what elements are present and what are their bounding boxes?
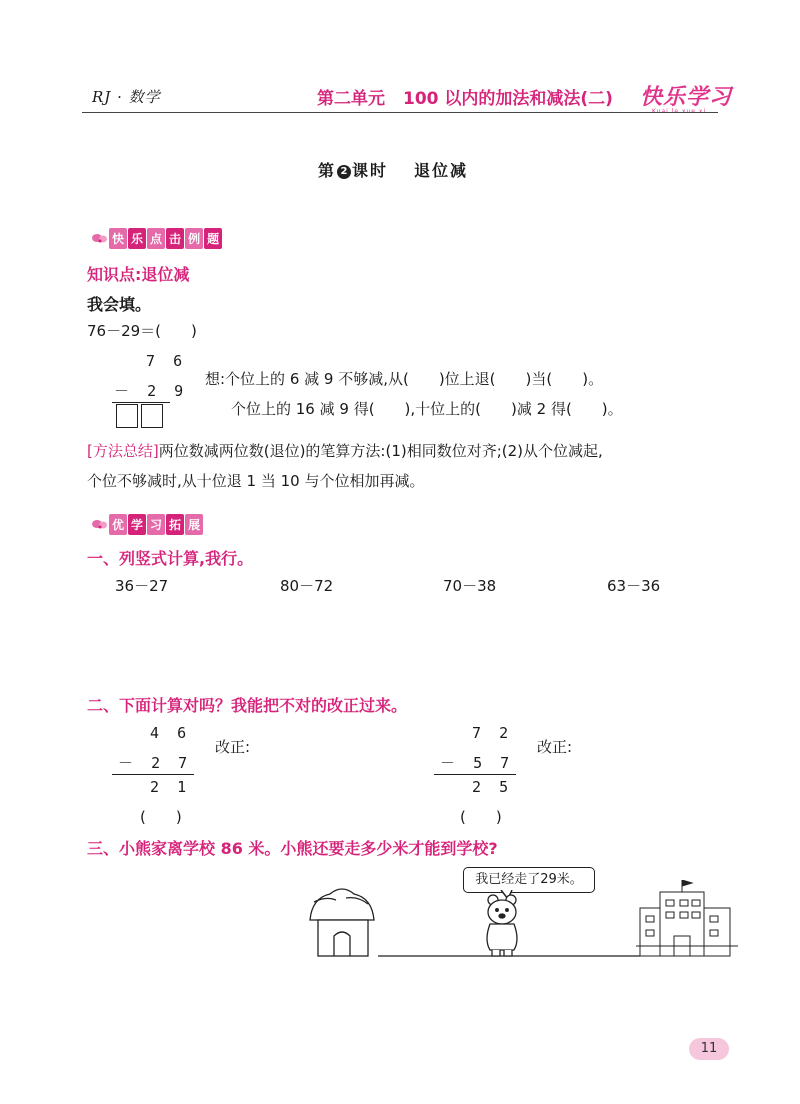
q2-p1-bottom — [118, 752, 187, 773]
think-line-1: 想:个位上的 6 减 9 不够减,从( )位上退( )当( )。 — [205, 370, 604, 388]
answer-box-tens[interactable] — [116, 404, 138, 428]
lesson-topic: 退位减 — [414, 161, 469, 180]
banner-char: 快 — [109, 228, 127, 249]
q2-p2-bottom — [440, 752, 509, 773]
think-line-2: 个位上的 16 减 9 得( ),十位上的( )减 2 得( )。 — [231, 400, 623, 418]
digit: 2 — [150, 778, 160, 796]
q3-title: 三、小熊家离学校 86 米。小熊还要走多少米才能到学校? — [87, 839, 498, 858]
digit: 5 — [499, 778, 509, 796]
i-can-fill: 我会填。 — [87, 295, 152, 314]
q2-p2-result — [472, 778, 508, 796]
method-tag: [方法总结] — [87, 442, 159, 460]
banner-char: 学 — [128, 514, 146, 535]
q2-title: 二、下面计算对吗？我能把不对的改正过来。 — [87, 696, 408, 715]
q2-p2-top — [472, 724, 508, 742]
lesson-number: 2 — [337, 165, 351, 179]
digit: 7 — [178, 754, 188, 772]
lesson-suffix: 课时 — [352, 161, 389, 180]
extend-banner — [92, 514, 203, 535]
method-line-1: 两位数减两位数(退位)的笔算方法:(1)相同数位对齐;(2)从个位减起, — [158, 442, 603, 460]
school-icon — [636, 880, 738, 956]
unit-title: 100 以内的加法和减法(二) — [403, 89, 613, 109]
scene-illustration — [300, 880, 740, 960]
banner-char: 习 — [147, 514, 165, 535]
bear-icon — [487, 895, 517, 956]
banner-char: 点 — [147, 228, 165, 249]
q2-p1-judge[interactable]: ( ) — [140, 808, 182, 826]
brand-logo: 快乐学习 — [640, 85, 733, 110]
header-divider — [82, 112, 718, 113]
minus-sign: － — [440, 754, 456, 772]
lesson-title — [318, 158, 468, 181]
digit: 6 — [177, 724, 187, 742]
banner-char: 例 — [185, 228, 203, 249]
digit: 2 — [499, 724, 509, 742]
butterfly-icon — [92, 233, 108, 245]
answer-boxes — [116, 404, 166, 432]
digit: 4 — [150, 724, 160, 742]
vertical-top-digits — [146, 352, 182, 370]
speech-bubble: 我已经走了29米。 — [463, 867, 595, 893]
answer-box-ones[interactable] — [141, 404, 163, 428]
banner-char: 题 — [204, 228, 222, 249]
butterfly-icon — [92, 519, 108, 531]
digit: 7 — [472, 724, 482, 742]
header-subject: RJ · 数学 — [92, 88, 161, 106]
q1-item: 36－27 — [115, 577, 169, 595]
example-banner — [92, 228, 222, 249]
lesson-prefix: 第 — [318, 161, 337, 180]
knowledge-point: 知识点:退位减 — [87, 265, 190, 284]
q2-p2-correct-label: 改正: — [537, 738, 573, 756]
q2-p2-divider — [434, 774, 516, 775]
q2-p1-result — [150, 778, 186, 796]
digit: 9 — [174, 382, 184, 400]
banner-char: 优 — [109, 514, 127, 535]
digit: 2 — [151, 754, 161, 772]
vertical-divider — [112, 402, 170, 403]
method-summary — [87, 436, 727, 496]
house-icon — [310, 889, 374, 956]
digit: 2 — [472, 778, 482, 796]
digit: 7 — [146, 352, 156, 370]
q2-p1-top — [150, 724, 186, 742]
example-expression: 76－29＝( ) — [87, 322, 197, 340]
q1-item: 63－36 — [607, 577, 661, 595]
q2-p1-divider — [112, 774, 194, 775]
digit: 1 — [177, 778, 187, 796]
header-unit — [317, 84, 613, 109]
q2-p2-judge[interactable]: ( ) — [460, 808, 502, 826]
q1-title: 一、列竖式计算,我行。 — [87, 549, 254, 568]
banner-char: 乐 — [128, 228, 146, 249]
digit: 2 — [147, 382, 157, 400]
q1-item: 80－72 — [280, 577, 334, 595]
minus-sign: － — [118, 754, 134, 772]
digit: 7 — [500, 754, 510, 772]
banner-char: 拓 — [166, 514, 184, 535]
unit-label: 第二单元 — [317, 89, 385, 109]
q1-item: 70－38 — [443, 577, 497, 595]
page-number: 11 — [689, 1038, 729, 1060]
banner-char: 击 — [166, 228, 184, 249]
digit: 6 — [173, 352, 183, 370]
digit: 5 — [473, 754, 483, 772]
banner-char: 展 — [185, 514, 203, 535]
minus-sign: － — [114, 382, 130, 400]
vertical-bottom-digits — [114, 380, 183, 401]
method-line-2: 个位不够减时,从十位退 1 当 10 与个位相加再减。 — [87, 472, 425, 490]
q2-p1-correct-label: 改正: — [215, 738, 251, 756]
